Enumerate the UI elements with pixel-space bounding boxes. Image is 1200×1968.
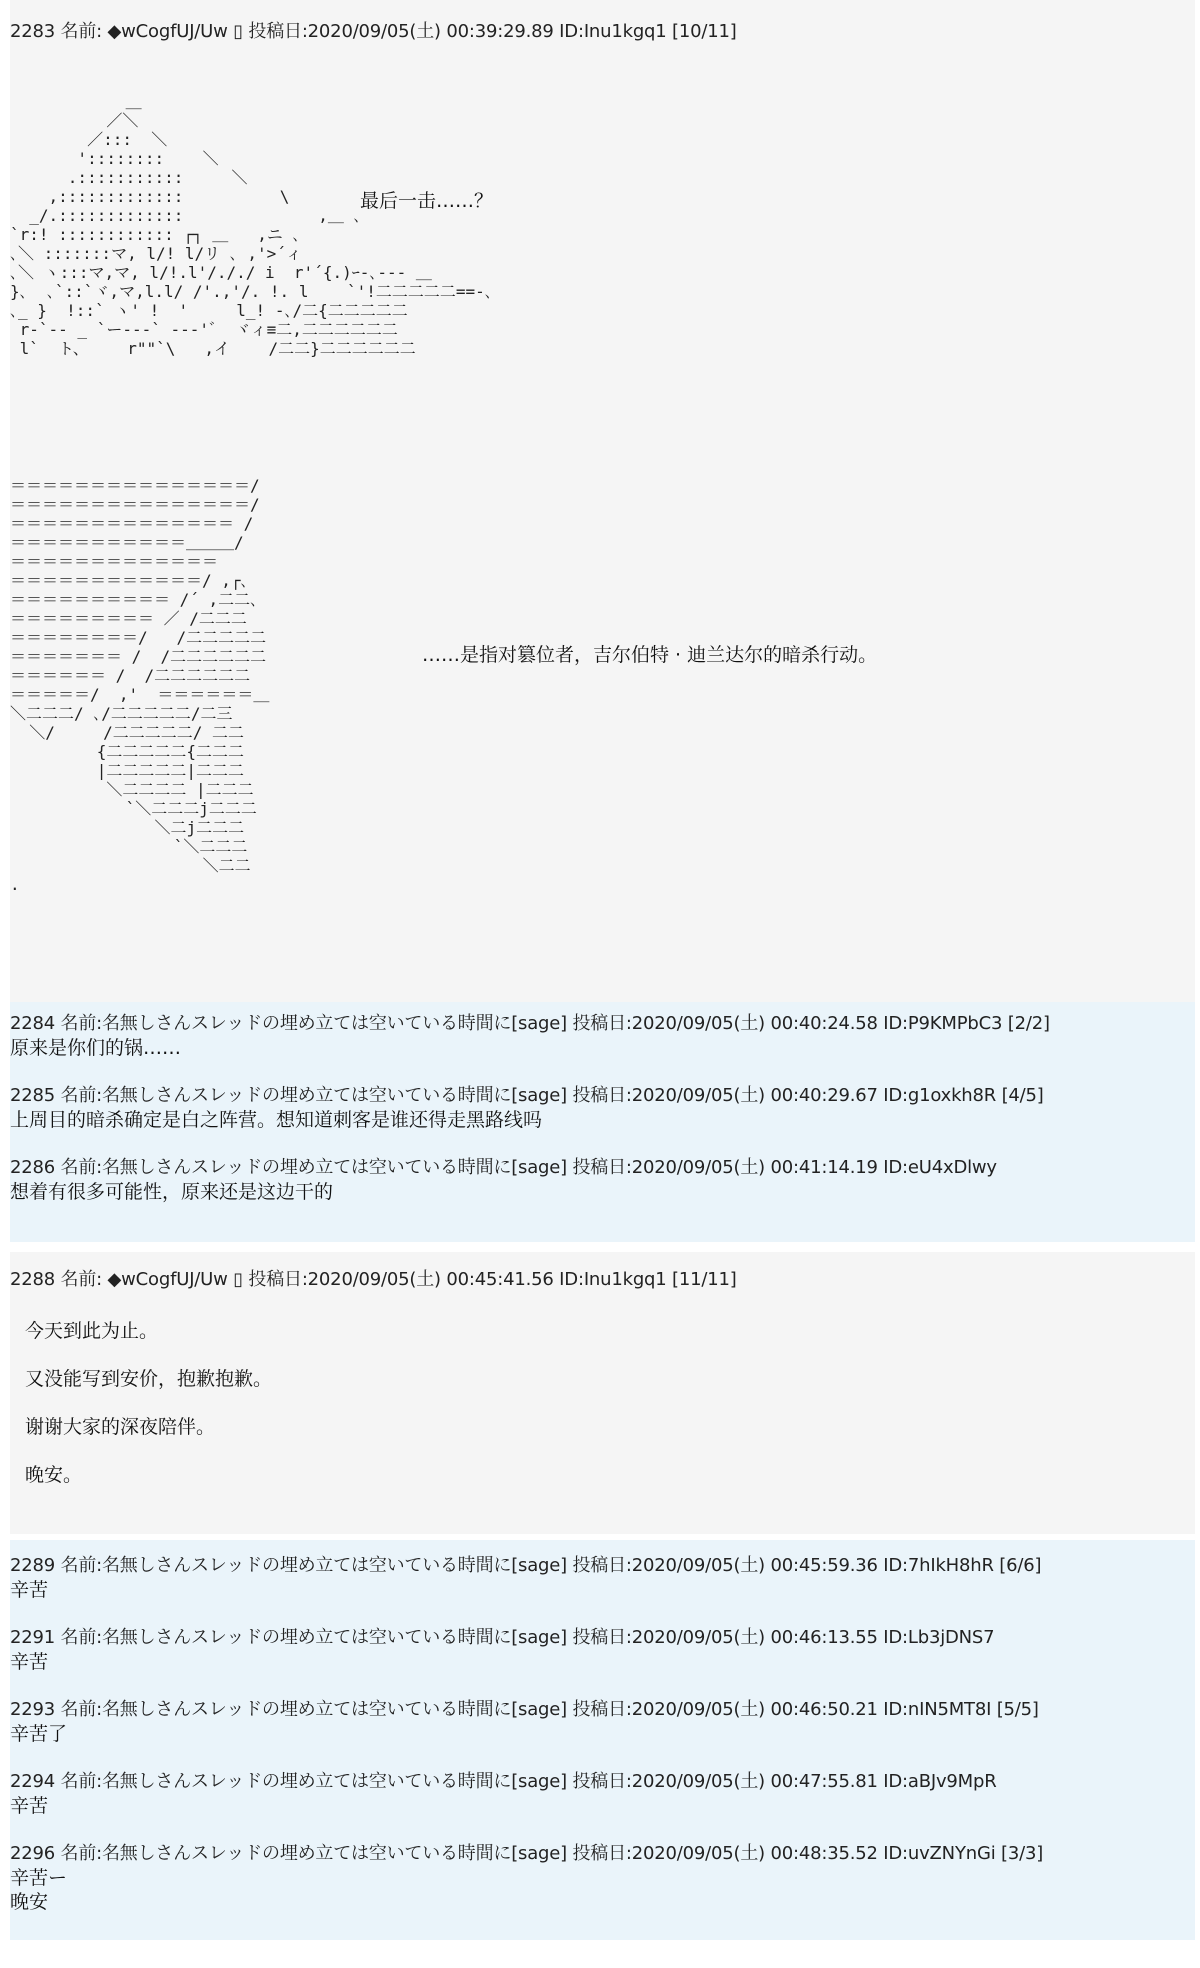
reply-2285 (10, 1084, 1195, 1132)
caption-assassination: ……是指对篡位者，吉尔伯特 · 迪兰达尔的暗杀行动。 (422, 644, 878, 666)
reply-header: 2289 名前:名無しさんスレッドの埋め立ては空いている時間に[sage] 投稿日:2020/09/05(土) 00:45:59.36 ID:7hIkH8hR [6/6] (10, 1555, 1042, 1576)
post-2283 (10, 0, 1195, 1002)
reply-text: 晚安 (10, 1891, 49, 1913)
post-header: 2288 名前: ◆wCogfUJ/Uw ▯ 投稿日:2020/09/05(土) 00:45:41.56 ID:Inu1kgq1 [11/11] (10, 1269, 737, 1290)
reply-header: 2286 名前:名無しさんスレッドの埋め立ては空いている時間に[sage] 投稿日:2020/09/05(土) 00:41:14.19 ID:eU4xDlwy (10, 1157, 997, 1178)
reply-2286 (10, 1156, 1195, 1204)
reply-2296 (10, 1842, 1195, 1914)
post-header: 2283 名前: ◆wCogfUJ/Uw ▯ 投稿日:2020/09/05(土) 00:39:29.89 ID:Inu1kgq1 [10/11] (10, 21, 737, 42)
reply-header: 2293 名前:名無しさんスレッドの埋め立ては空いている時間に[sage] 投稿日:2020/09/05(土) 00:46:50.21 ID:nIN5MT8I [5/5] (10, 1699, 1039, 1720)
reply-2291 (10, 1626, 1195, 1674)
reply-text: 辛苦 (10, 1579, 49, 1601)
post-line: 又没能写到安价，抱歉抱歉。 (25, 1368, 273, 1390)
reply-header: 2284 名前:名無しさんスレッドの埋め立ては空いている時間に[sage] 投稿日:2020/09/05(土) 00:40:24.58 ID:P9KMPbC3 [2/2] (10, 1013, 1050, 1034)
reply-text: 辛苦 (10, 1651, 49, 1673)
reply-text: 辛苦了 (10, 1723, 68, 1745)
post-line: 晚安。 (25, 1464, 83, 1486)
ascii-art-top: ＿ ／＼ ／::: ＼ ':::::::: ＼ .::::::::::: ＼ ,::::::::::::: \ _/.::::::::::::: ,＿ ､ `r:! :::::::::::: ┌┐ ＿ ,ニ ､ ､＼ :::::::マ, l/! l/リ ､ ,'>´ィ ､＼ ヽ:::マ,マ, l/!.l'/././ i r'´{.)ｰ-､--- ＿ }､ ､`::`ヾ,マ,l.l/ /'.,'/. !. l `'!二二二二二==-､ ､_ } !::` ヽ' ! ' l_! -､/二{二二二二二 r-`-- _ `ー---` -‐‐'゛ ヾィ≡二,二二二二二二 l` ト、 r""`\ ,イ /二二}二二二二二二 (10, 92, 493, 358)
reply-text: 原来是你们的锅…… (10, 1037, 182, 1059)
caption-final-strike: 最后一击……？ (360, 190, 494, 212)
reply-text: 辛苦 (10, 1795, 49, 1817)
reply-2294 (10, 1770, 1195, 1818)
reply-2284 (10, 1012, 1195, 1060)
reply-2293 (10, 1698, 1195, 1746)
post-line: 谢谢大家的深夜陪伴。 (25, 1416, 216, 1438)
post-2288 (10, 1252, 1195, 1534)
post-line: 今天到此为止。 (25, 1320, 159, 1342)
replies-group-b (10, 1540, 1195, 1940)
ascii-art-bottom: ＝＝＝＝＝＝＝＝＝＝＝＝＝＝＝/ ＝＝＝＝＝＝＝＝＝＝＝＝＝＝＝/ ＝＝＝＝＝＝＝＝＝＝＝＝＝＝ / ＝＝＝＝＝＝＝＝＝＝＝＿＿＿/ ＝＝＝＝＝＝＝＝＝＝＝＝＝ ＝＝＝＝＝＝＝＝＝＝＝＝/ ,┌､ ＝＝＝＝＝＝＝＝＝＝ /´ ,二二､ ＝＝＝＝＝＝＝＝＝ ／ /二二二 ＝＝＝＝＝＝＝＝/ /二二二二二 ＝＝＝＝＝＝＝ / /二二二二二二 ＝＝＝＝＝＝ / /二二二二二二 ＝＝＝＝＝/ ,' ＝＝＝＝＝＝＿ ＼二二二/ ､/二二二二二/二三 ＼/ /二二二二二/ 二二 {二二二二二{二二二 |二二二二二|二二二 ＼二二二二 |二二二 `＼二二二j二二二 ＼二j二二二 `＼二二二 ＼二二 . (10, 476, 270, 894)
reply-header: 2291 名前:名無しさんスレッドの埋め立ては空いている時間に[sage] 投稿日:2020/09/05(土) 00:46:13.55 ID:Lb3jDNS7 (10, 1627, 995, 1648)
reply-header: 2294 名前:名無しさんスレッドの埋め立ては空いている時間に[sage] 投稿日:2020/09/05(土) 00:47:55.81 ID:aBJv9MpR (10, 1771, 997, 1792)
reply-header: 2296 名前:名無しさんスレッドの埋め立ては空いている時間に[sage] 投稿日:2020/09/05(土) 00:48:35.52 ID:uvZNYnGi [3/3] (10, 1843, 1044, 1864)
reply-text: 辛苦ー (10, 1867, 68, 1889)
reply-2289 (10, 1554, 1195, 1602)
reply-text: 上周目的暗杀确定是白之阵营。想知道刺客是谁还得走黑路线吗 (10, 1109, 543, 1131)
reply-header: 2285 名前:名無しさんスレッドの埋め立ては空いている時間に[sage] 投稿日:2020/09/05(土) 00:40:29.67 ID:g1oxkh8R [4/5] (10, 1085, 1044, 1106)
replies-group-a (10, 1002, 1195, 1242)
reply-text: 想着有很多可能性，原来还是这边干的 (10, 1181, 334, 1203)
